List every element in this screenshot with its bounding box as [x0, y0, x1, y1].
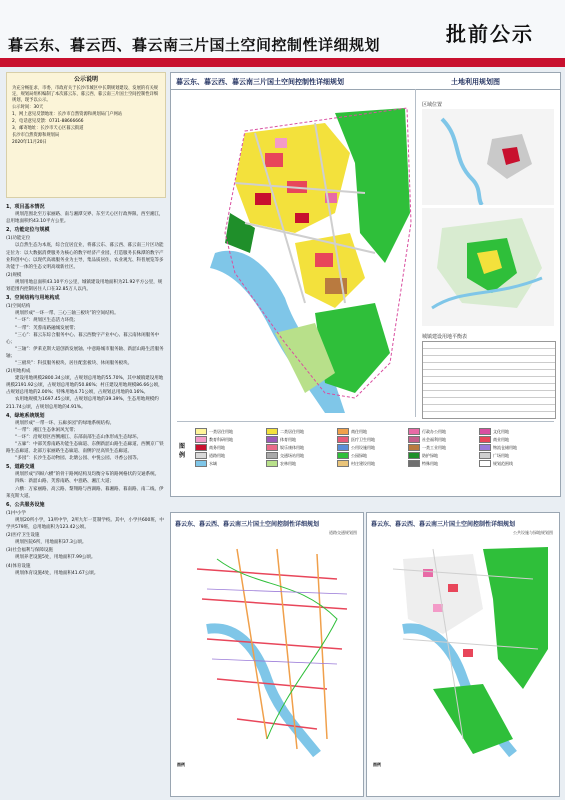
legend-item: [337, 436, 408, 443]
legend-label: 道路用地: [209, 452, 225, 458]
legend-swatch: [337, 444, 349, 451]
legend-item: [479, 436, 550, 443]
panel-title: 暮云东、暮云西、暮云南三片国土空间控制性详细规划: [176, 78, 344, 86]
legend-swatch: [195, 460, 207, 467]
region-location-map: [422, 109, 554, 205]
subsection-heading: (1)功能定位: [6, 236, 31, 242]
legend-swatch: [337, 436, 349, 443]
legend-item: [266, 444, 337, 451]
table-row: [423, 398, 555, 405]
table-row: [423, 377, 555, 384]
legend-swatch: [408, 428, 420, 435]
section-heading: 3、空间结构与用地构成: [6, 295, 60, 302]
section-heading: 6、公共服务设施: [6, 501, 45, 508]
notice-paragraph: 1、网上意见反馈地址：长沙市自然资源和规划局门户网站: [12, 112, 123, 117]
legend-swatch: [408, 444, 420, 451]
legend-item: [408, 452, 479, 459]
inset-detail-map: [422, 208, 554, 326]
table-row: [423, 356, 555, 363]
legend-swatch: [195, 436, 207, 443]
section-text: “五廊”：中部芙蓉南路功能生态廊道、东侧新韶山路生态廊道、西侧京广铁路生态廊道、北部万家丽路生态廊道、南侧沪昆高铁生态廊道。: [6, 442, 164, 455]
section-heading: 1、项目基本情况: [6, 204, 45, 210]
subsection-heading: (4)体育设施: [6, 563, 31, 569]
legend-item: [337, 460, 408, 467]
legend-item: [408, 436, 479, 443]
section-text: “一环”：沿规划区西侧湘江、东部南部生态山体形成生态绿环。: [15, 434, 142, 440]
project-description: [6, 202, 166, 796]
legend-swatch: [195, 452, 207, 459]
legend-item: [408, 444, 479, 451]
legend-label: 公园绿地: [351, 452, 367, 458]
inset-location-label: 区域位置: [422, 102, 443, 108]
legend-swatch: [266, 444, 278, 451]
legend-swatch: [266, 428, 278, 435]
legend-label: 公用设施用地: [351, 444, 375, 450]
legend-item: [266, 452, 337, 459]
legend-title: 图例: [177, 762, 185, 767]
legend-swatch: [195, 444, 207, 451]
legend-label: 教育科研用地: [209, 436, 233, 442]
table-row: [423, 363, 555, 370]
panel-title: 暮云东、暮云西、暮云南三片国土空间控制性详细规划: [175, 521, 320, 528]
legend-item: [195, 460, 266, 467]
legend-label: 商务用地: [209, 444, 225, 450]
legend-label: 广场用地: [493, 452, 509, 458]
legend-label: 医疗卫生用地: [351, 436, 375, 442]
legend-swatch: [479, 444, 491, 451]
section-text: “三轴”：伊莱克斯大道创新发展轴、中意路城市服务轴、新韶山路生活服务轴；: [6, 346, 164, 359]
table-row: [423, 342, 555, 349]
road-legend: [177, 762, 277, 790]
section-text: 规划体育设施4处，用地面积41.67公顷。: [15, 570, 99, 576]
section-text: 规划养老设施5处，用地面积7.99公顷。: [15, 555, 96, 561]
section-text: “多园”：长沙生态动物园、北塘公园、中悦公园、寻香公园等。: [15, 456, 142, 462]
notice-paragraph: 2020年11月20日: [12, 140, 47, 145]
legend-swatch: [479, 436, 491, 443]
legend-item: [266, 436, 337, 443]
legend-item: [266, 428, 337, 435]
notice-paragraph: 2、电话意见反馈：0731-88666666: [12, 119, 84, 124]
section-text: “一带”：芙蓉南路融城发展带；: [15, 325, 79, 331]
panel-divider: [415, 89, 416, 417]
page-header: [0, 0, 565, 58]
legend-label: 村庄建设用地: [351, 460, 375, 466]
panel-subtitle: 土地利用规划图: [451, 78, 500, 86]
notice-paragraph: 公示时间：30天: [12, 105, 44, 110]
section-text: 规划范围北至万家丽路、南与湘潭交界、东至天心区行政界限、西至湘江，总用地面积约43.10平方公里。: [6, 212, 164, 225]
land-use-legend: [177, 421, 554, 492]
notice-paragraph: 为充分畅征求、市委、市政府关于长沙市城区中长期规划建设、发展的有关规定，规划局组织编制了本次暮云东、暮云西、暮云南三片国土空间控制性详细规划，现予以公示。: [12, 86, 159, 103]
legend-item: [479, 460, 550, 467]
table-row: [423, 384, 555, 391]
notice-title: 公示说明: [73, 76, 98, 83]
legend-label: 行政办公用地: [422, 428, 446, 434]
section-text: “三心”：暮云东综合服务中心、暮云西数字产业中心、暮云南休闲服务中心；: [6, 332, 160, 345]
legend-label: 商住用地: [351, 428, 367, 434]
legend-swatch: [266, 452, 278, 459]
legend-swatch: [195, 428, 207, 435]
section-text: 以自然生态为本底，综合宜居宜业，将暮云东、暮云西、暮云南三片区功能定位为：以大数据消费服务为核心的数字经济产业园，打造服务长株潭的数字产业科创中心；以现代高端服务业为主导，集品质居住、农业观光、科普展览等多功能于一体的生态文明高端新社区。: [6, 243, 164, 270]
subsection-heading: (2)医疗卫生设施: [6, 533, 40, 539]
header-red-band: [0, 58, 565, 67]
page-title: 暮云东、暮云西、暮云南三片国土空间控制性详细规划: [8, 36, 381, 54]
section-text: 规划医院6所，用地面积37.3公顷。: [15, 540, 87, 546]
table-row: [423, 349, 555, 356]
legend-swatch: [337, 452, 349, 459]
notice-paragraph: 3、邮寄地址：长沙市天心区暮云街道: [12, 126, 84, 131]
legend-label: 一类居住用地: [209, 428, 233, 434]
section-heading: 5、道路交通: [6, 464, 35, 471]
table-row: [423, 370, 555, 377]
legend-swatch: [337, 460, 349, 467]
legend-swatch: [266, 460, 278, 467]
section-text: “一带”：湘江生态休闲风光带；: [15, 427, 79, 433]
legend-label: 特殊用地: [422, 460, 438, 466]
section-text: 四纵：新韶山路、芙蓉南路、中意路、湘江大道；: [15, 479, 114, 485]
legend-label: 交通场站用地: [280, 452, 304, 458]
notice-paragraph: 长沙市自然资源和规划局: [12, 133, 60, 138]
legend-label: 规划范围线: [493, 460, 513, 466]
road-plan-panel: [170, 512, 364, 797]
legend-title: 图例: [373, 762, 381, 767]
section-text: 规划形成“一带一环、五廊多园”的绿地系统结构。: [15, 420, 115, 426]
legend-swatch: [266, 436, 278, 443]
section-heading: 4、绿地系统规划: [6, 412, 45, 419]
subsection-heading: (2)用地构成: [6, 369, 31, 375]
road-network-map: [177, 539, 357, 759]
legend-label: 体育用地: [280, 436, 296, 442]
table-row: [423, 391, 555, 398]
legend-swatch: [479, 460, 491, 467]
section-text: 建设用地规模2800.34公顷，占规划总用地的55.70%，其中城镇建设用地规模2191.92公顷，占规划总用地的50.86%；村庄建设用地规模86.66公顷，占规划总用地的2.00%；特殊用地4.71公顷，占规划总用地的0.16%。: [6, 376, 164, 396]
subsection-heading: (1)中小学: [6, 510, 26, 516]
legend-item: [195, 452, 266, 459]
section-text: 规划用地总面积43.10平方公里，城镇建设用地面积为21.92平方公里，规划范围内控制居住人口在32.85万人以内。: [6, 279, 163, 293]
legend-label: 物流仓储用地: [493, 444, 517, 450]
section-text: 六横：万家丽路、高云路、黎翔路与西湖路、暮湘路、暮南路、南二线、伊莱克斯大道。: [6, 486, 164, 499]
legend-item: [408, 428, 479, 435]
facility-legend: [373, 762, 473, 790]
legend-swatch: [408, 452, 420, 459]
table-row: [423, 405, 555, 412]
legend-label: 商业用地: [493, 436, 509, 442]
land-balance-table: [422, 341, 556, 419]
section-heading: 2、功能定位与规模: [6, 227, 50, 234]
panel-title: 暮云东、暮云西、暮云南三片国土空间控制性详细规划: [371, 521, 516, 528]
notice-box: [6, 72, 166, 198]
legend-item: [195, 436, 266, 443]
legend-item: [266, 460, 337, 467]
subsection-heading: (1)空间结构: [6, 304, 31, 310]
panel-header: [171, 73, 560, 90]
section-text: 农用地规模为1697.45公顷，占规划总用地的39.39%，生态用地规模约211.74公顷，占规划总用地的4.91%。: [6, 397, 159, 410]
legend-title: 图例: [179, 443, 186, 459]
land-use-plan-panel: [170, 72, 561, 497]
legend-label: 一类工业用地: [422, 444, 446, 450]
legend-item: [337, 444, 408, 451]
notice-stamp: 批前公示: [446, 22, 534, 46]
legend-item: [479, 444, 550, 451]
legend-label: 水域: [209, 460, 217, 466]
section-text: 规划形成“一环一带、三心三轴三板块”的空间结构。: [15, 311, 119, 317]
legend-item: [337, 452, 408, 459]
legend-label: 社会福利用地: [422, 436, 446, 442]
facility-green-map: [373, 539, 553, 759]
legend-item: [337, 428, 408, 435]
legend-label: 二类居住用地: [280, 428, 304, 434]
legend-label: 娱乐康体用地: [280, 444, 304, 450]
legend-swatch: [337, 428, 349, 435]
legend-swatch: [408, 436, 420, 443]
legend-label: 农林用地: [280, 460, 296, 466]
legend-label: 文化用地: [493, 428, 509, 434]
subsection-heading: (2)规模: [6, 272, 22, 278]
legend-label: 防护绿地: [422, 452, 438, 458]
section-text: “三板块”：科技服务板块、居住配套板块、休闲服务板块。: [15, 360, 133, 366]
panel-subtitle: 道路交通规划图: [329, 530, 357, 535]
legend-grid: [195, 428, 550, 467]
section-text: “一环”：规划区生态活力环绕；: [15, 318, 79, 324]
legend-swatch: [479, 428, 491, 435]
land-use-map: [175, 93, 413, 413]
legend-item: [195, 428, 266, 435]
section-text: 规划20所小学，13所中学，2所九年一贯制学校。其中，小学共600班，中学共579班，总用地面积为123.42公顷。: [6, 517, 164, 531]
inset-table-title: 城镇建设用地平衡表: [422, 334, 468, 340]
panel-subtitle: 公共设施与绿地规划图: [513, 530, 553, 535]
legend-swatch: [479, 452, 491, 459]
facility-plan-panel: [366, 512, 560, 797]
legend-item: [479, 428, 550, 435]
legend-item: [195, 444, 266, 451]
legend-swatch: [408, 460, 420, 467]
subsection-heading: (3)社会福利与保障设施: [6, 548, 53, 554]
section-text: 规划形成“四纵六横”的骨干路网结构及均衡分布的路网格状的交通系统。: [15, 472, 160, 478]
legend-item: [408, 460, 479, 467]
legend-item: [479, 452, 550, 459]
